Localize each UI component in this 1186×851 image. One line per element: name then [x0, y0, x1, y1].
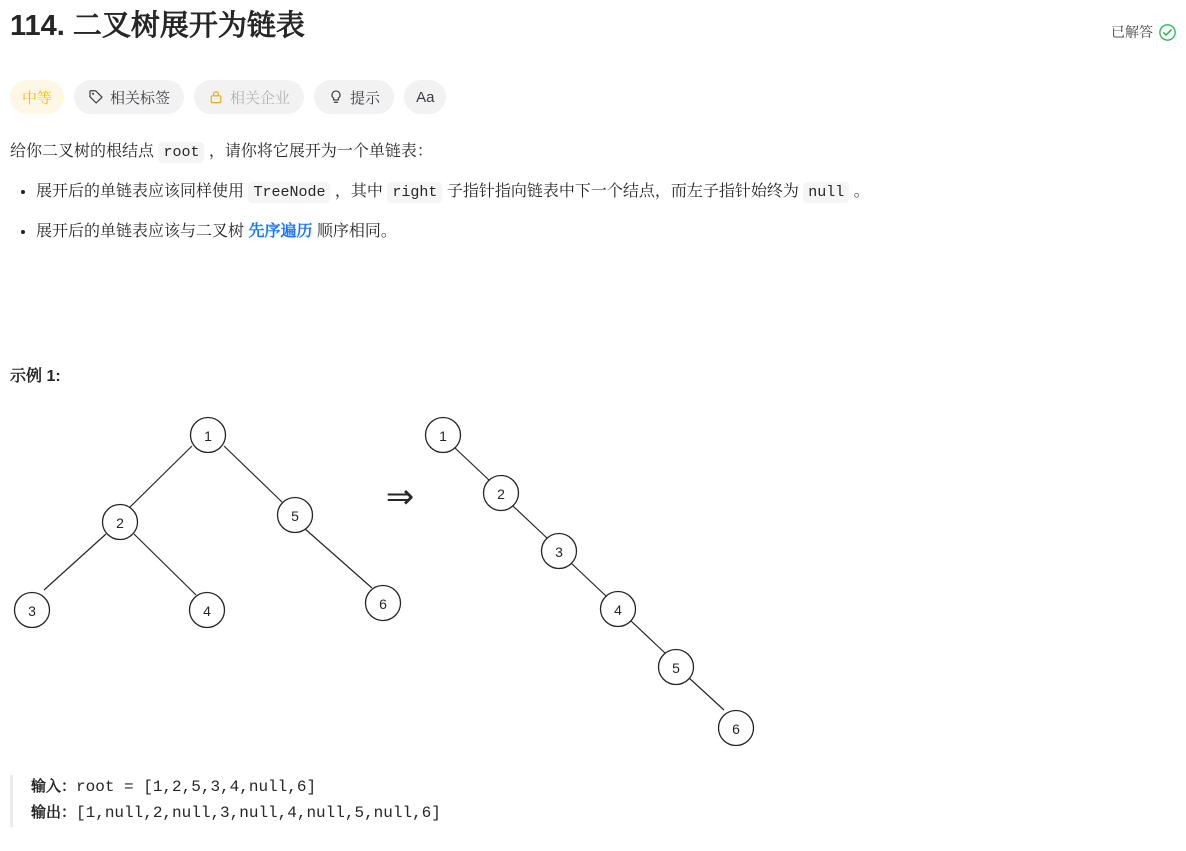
related-companies-label: 相关企业 — [230, 89, 291, 107]
example-output-line — [31, 801, 441, 827]
bullet1-text1: 展开后的单链表应该同样使用 — [36, 182, 249, 200]
svg-text:6: 6 — [379, 596, 387, 612]
related-companies-button[interactable] — [194, 80, 304, 114]
svg-text:6: 6 — [732, 721, 740, 737]
solved-label: 已解答 — [1111, 24, 1153, 40]
solved-status — [1111, 22, 1176, 42]
bullet1-text4: 。 — [849, 182, 870, 200]
svg-text:4: 4 — [614, 602, 622, 618]
description-bullets — [10, 179, 1176, 245]
bulb-icon — [328, 89, 344, 105]
font-size-button[interactable] — [404, 80, 446, 114]
tag-icon — [88, 89, 104, 105]
input-value: root = [1,2,5,3,4,null,6] — [76, 778, 317, 796]
code-root: root — [158, 142, 204, 163]
svg-text:1: 1 — [204, 428, 212, 444]
meta-pill-row — [10, 80, 446, 114]
related-topics-button[interactable] — [74, 80, 184, 114]
hints-button[interactable] — [314, 80, 394, 114]
example-io-block — [10, 775, 441, 827]
bullet2-text1: 展开后的单链表应该与二叉树 — [36, 222, 249, 240]
lock-icon — [208, 89, 224, 105]
problem-title: 二叉树展开为链表 — [72, 10, 305, 42]
input-label: 输入： — [31, 778, 77, 795]
hints-label: 提示 — [350, 89, 381, 107]
check-circle-icon — [1159, 24, 1176, 41]
description-intro — [10, 140, 1176, 165]
preorder-traversal-link[interactable]: 先序遍历 — [248, 222, 313, 240]
intro-text-before: 给你二叉树的根结点 — [10, 143, 159, 160]
output-value: [1,null,2,null,3,null,4,null,5,null,6] — [76, 803, 441, 822]
problem-number: 114. — [10, 10, 65, 42]
page-title — [10, 8, 305, 44]
svg-text:5: 5 — [291, 508, 299, 524]
code-treenode: TreeNode — [248, 182, 330, 203]
code-null: null — [803, 182, 849, 203]
svg-text:2: 2 — [116, 515, 124, 531]
svg-text:⇒: ⇒ — [385, 477, 415, 517]
list-item — [36, 179, 1176, 205]
svg-text:3: 3 — [555, 544, 563, 560]
svg-text:1: 1 — [439, 428, 447, 444]
svg-text:2: 2 — [497, 486, 505, 502]
difficulty-badge[interactable] — [10, 80, 64, 114]
intro-text-after: ，请你将它展开为一个单链表： — [204, 143, 433, 160]
svg-text:3: 3 — [28, 603, 36, 619]
font-size-label: Aa — [416, 88, 435, 106]
list-item — [36, 219, 1176, 245]
svg-text:5: 5 — [672, 660, 680, 676]
binary-tree-diagram — [0, 398, 800, 763]
difficulty-label: 中等 — [22, 89, 53, 107]
problem-description — [10, 140, 1176, 258]
related-topics-label: 相关标签 — [110, 89, 171, 107]
example-figure — [0, 398, 800, 763]
title-row — [10, 8, 1176, 44]
svg-text:4: 4 — [203, 603, 211, 619]
bullet1-text3: 子指针指向链表中下一个结点，而左子指针始终为 — [442, 182, 804, 200]
output-label: 输出： — [31, 803, 77, 821]
example-input-line — [31, 775, 441, 801]
bullet2-text2: 顺序相同。 — [312, 222, 397, 240]
bullet1-text2: ，其中 — [330, 182, 388, 200]
code-right: right — [387, 182, 442, 203]
example-label: 示例 1: — [10, 368, 61, 385]
